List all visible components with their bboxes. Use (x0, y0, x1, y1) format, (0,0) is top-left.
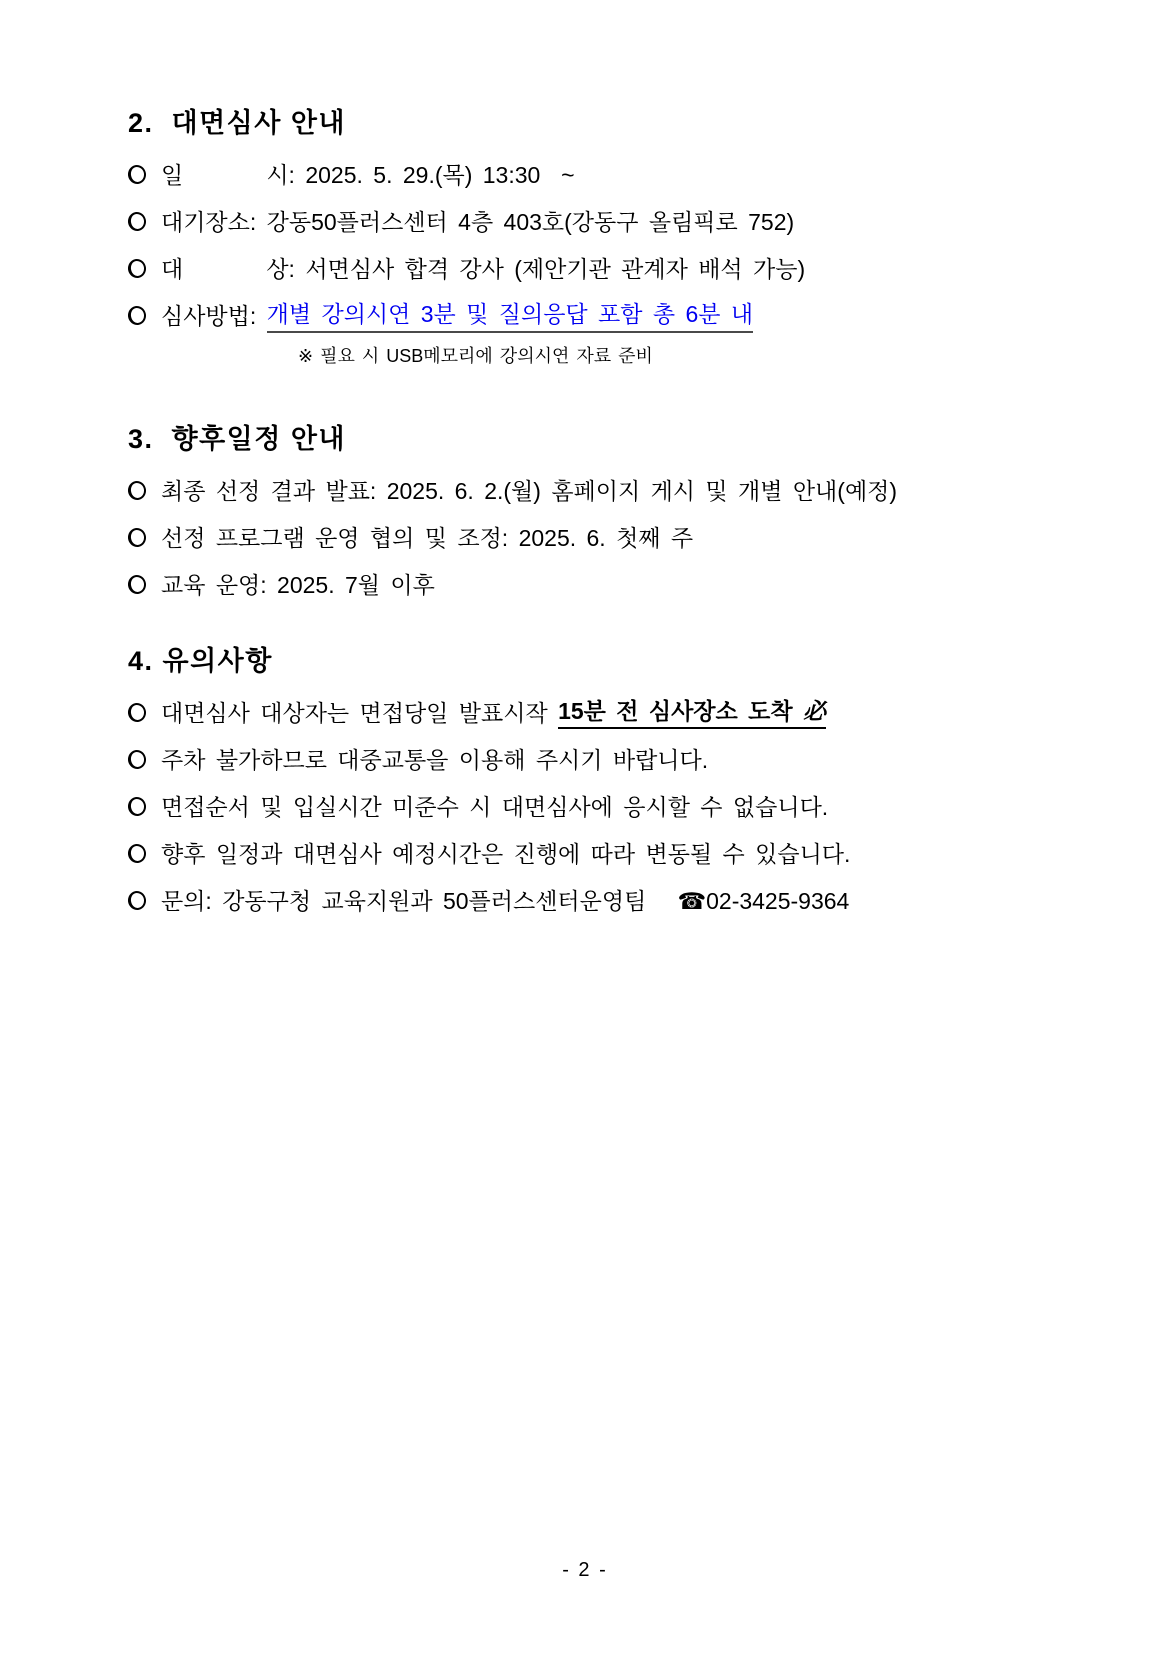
circle-bullet-icon (126, 795, 147, 817)
list-item-waiting-place (128, 205, 1075, 235)
contact-text: 문의: 강동구청 교육지원과 50플러스센터운영팀 ☎02-3425-9364 (161, 887, 850, 914)
list-item-final-result (128, 474, 1075, 504)
list-item-text: 교육 운영: 2025. 7월 이후 (161, 571, 435, 598)
circle-bullet-icon (126, 889, 147, 911)
circle-bullet-icon (126, 748, 147, 770)
circle-bullet-icon (126, 163, 147, 185)
circle-bullet-icon (126, 304, 147, 326)
list-item-arrival (128, 696, 1075, 726)
section-heading-precautions: 4. 유의사항 (128, 646, 273, 676)
list-item-text: 최종 선정 결과 발표: 2025. 6. 2.(월) 홈페이지 게시 및 개별 안내(예정) (161, 477, 898, 504)
section-heading-schedule: 3. 향후일정 안내 (128, 424, 347, 454)
usb-note: ※ 필요 시 USB메모리에 강의시연 자료 준비 (298, 346, 653, 366)
circle-bullet-icon (126, 479, 147, 501)
list-item-text: 일 시: 2025. 5. 29.(목) 13:30 ~ (161, 161, 575, 188)
list-item-text: 면접순서 및 입실시간 미준수 시 대면심사에 응시할 수 없습니다. (161, 793, 829, 820)
circle-bullet-icon (126, 842, 147, 864)
section-heading-interview: 2. 대면심사 안내 (128, 108, 347, 138)
list-item-coordination (128, 521, 1075, 551)
review-method-link[interactable]: 개별 강의시연 3분 및 질의응답 포함 총 6분 내 (267, 296, 753, 333)
section-precautions (128, 644, 1075, 914)
arrival-emphasis-text: 15분 전 심사장소 도착 (558, 698, 803, 724)
page-number: - 2 - (562, 1559, 608, 1581)
list-item-text: 대 상: 서면심사 합격 강사 (제안기관 관계자 배석 가능) (161, 255, 806, 282)
list-item-label: 심사방법: (161, 302, 267, 329)
circle-bullet-icon (126, 701, 147, 723)
list-item-parking (128, 743, 1075, 773)
list-item-datetime (128, 158, 1075, 188)
list-item-education-operation (128, 568, 1075, 598)
list-item-target (128, 252, 1075, 282)
list-item-text: 대기장소: 강동50플러스센터 4층 403호(강동구 올림픽로 752) (161, 208, 795, 235)
list-item-text: 향후 일정과 대면심사 예정시간은 진행에 따라 변동될 수 있습니다. (161, 840, 851, 867)
section-interview-guide (128, 106, 1075, 368)
list-item-text: 주차 불가하므로 대중교통을 이용해 주시기 바랍니다. (161, 746, 709, 773)
list-item-review-method (128, 299, 1075, 329)
section-future-schedule (128, 422, 1075, 598)
list-item-interview-order (128, 790, 1075, 820)
arrival-emphasis (558, 693, 826, 729)
circle-bullet-icon (126, 526, 147, 548)
hanja-must: 必 (802, 698, 826, 724)
circle-bullet-icon (126, 573, 147, 595)
document-body (128, 106, 1075, 931)
list-item-text: 대면심사 대상자는 면접당일 발표시작 (161, 699, 559, 726)
list-item-contact (128, 884, 1075, 914)
circle-bullet-icon (126, 210, 147, 232)
list-item-text: 선정 프로그램 운영 협의 및 조정: 2025. 6. 첫째 주 (161, 524, 694, 551)
circle-bullet-icon (126, 257, 147, 279)
list-item-schedule-change (128, 837, 1075, 867)
